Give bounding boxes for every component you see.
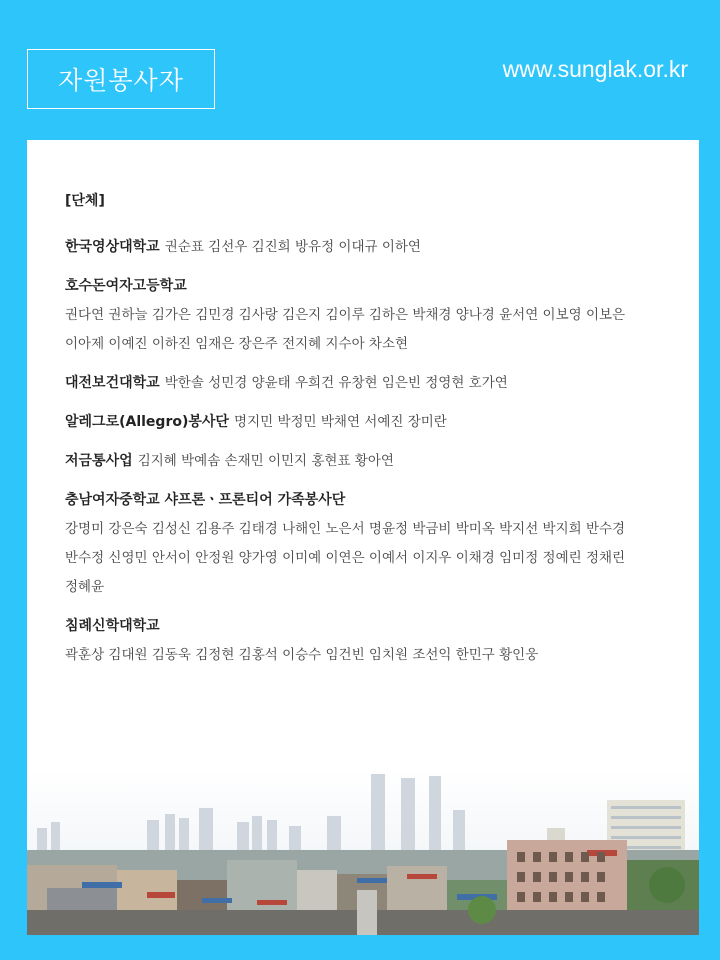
org-name: 충남여자중학교 샤프론ㆍ프론티어 가족봉사단: [65, 492, 346, 508]
member-names: 박한솔 성민경 양윤태 우희건 유창현 임은빈 정영현 호가연: [164, 375, 508, 391]
group-entry: [65, 485, 675, 601]
member-names: 이아제 이예진 이하진 임재은 장은주 전지혜 지수아 차소현: [65, 336, 409, 352]
member-names: 정혜윤: [65, 579, 105, 595]
org-name: 침례신학대학교: [65, 618, 160, 634]
org-name: 호수돈여자고등학교: [65, 278, 187, 294]
member-names: 강명미 강은숙 김성신 김용주 김태경 나해인 노은서 명윤정 박금비 박미옥 박지선 박지희 반수경: [65, 521, 626, 537]
member-names: 권순표 김선우 김진희 방유정 이대규 이하연: [164, 239, 421, 255]
org-name: 대전보건대학교: [65, 375, 160, 391]
volunteer-list: [65, 190, 675, 679]
site-url[interactable]: www.sunglak.or.kr: [502, 56, 688, 82]
content-card: [27, 140, 699, 935]
group-entry: [65, 271, 675, 358]
cityscape-photo: [27, 770, 699, 935]
member-names: 김지혜 박예솜 손재민 이민지 홍현표 황아연: [137, 453, 394, 469]
member-names: 곽훈상 김대원 김동욱 김정현 김홍석 이승수 임건빈 임치원 조선익 한민구 황인웅: [65, 647, 539, 663]
member-names: 권다연 권하늘 김가은 김민경 김사랑 김은지 김이루 김하은 박채경 양나경 윤서연 이보영 이보은: [65, 307, 626, 323]
section-heading: [단체]: [65, 193, 105, 209]
group-entry: [65, 368, 675, 397]
group-entry: [65, 232, 675, 261]
group-entry: [65, 407, 675, 436]
org-name: 저금통사업: [65, 453, 133, 469]
group-entry: [65, 611, 675, 669]
member-names: 명지민 박정민 박채연 서예진 장미란: [234, 414, 447, 430]
org-name: 알레그로(Allegro)봉사단: [65, 414, 229, 430]
member-names: 반수정 신영민 안서이 안정원 양가영 이미예 이연은 이예서 이지우 이채경 임미정 정예린 정채린: [65, 550, 626, 566]
group-entry: [65, 446, 675, 475]
page-title: 자원봉사자: [27, 49, 215, 109]
org-name: 한국영상대학교: [65, 239, 160, 255]
